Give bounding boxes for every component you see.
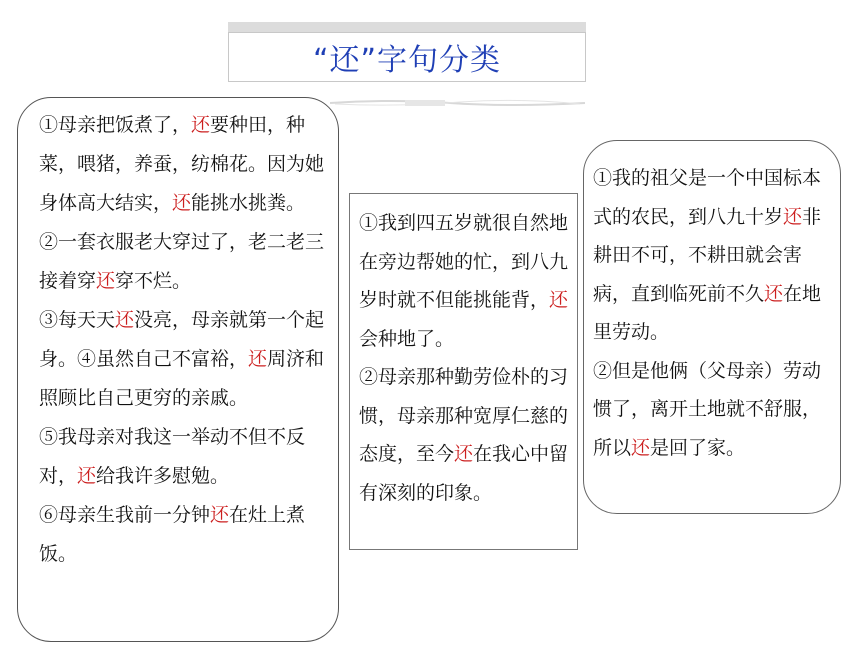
highlight-hai: 还 — [77, 465, 97, 487]
highlight-hai: 还 — [191, 114, 211, 136]
highlight-hai: 还 — [210, 504, 230, 526]
left-panel — [17, 97, 339, 642]
left-item-2: ②一套衣服老大穿过了，老二老三接着穿还穿不烂。 — [39, 231, 325, 292]
highlight-hai: 还 — [115, 309, 135, 331]
right-item-1: ①我的祖父是一个中国标本式的农民，到八九十岁还非耕田不可，不耕田就会害病，直到临死前不久还在地里劳动。 — [593, 167, 822, 343]
right-panel — [583, 140, 841, 514]
middle-item-1: ①我到四五岁就很自然地在旁边帮她的忙，到八九岁时就不但能挑能背，还会种地了。 — [359, 212, 569, 350]
highlight-hai: 还 — [631, 436, 651, 459]
middle-item-2: ②母亲那种勤劳俭朴的习惯，母亲那种宽厚仁慈的态度，至今还在我心中留有深刻的印象。 — [359, 366, 569, 504]
middle-panel — [349, 193, 578, 550]
left-item-5: ⑥母亲生我前一分钟还在灶上煮饭。 — [39, 504, 306, 565]
left-item-1: ①母亲把饭煮了，还要种田，种菜，喂猪，养蚕，纺棉花。因为她身体高大结实，还能挑水挑粪。 — [39, 114, 325, 214]
page-title: “还”字句分类 — [312, 43, 502, 78]
highlight-hai: 还 — [454, 443, 474, 465]
decorative-ornament — [330, 98, 585, 108]
highlight-hai: 还 — [783, 205, 803, 228]
left-item-4: ⑤我母亲对我这一举动不但不反对，还给我许多慰勉。 — [39, 426, 306, 487]
highlight-hai: 还 — [172, 192, 192, 214]
left-item-3: ③每天天还没亮，母亲就第一个起身。④虽然自己不富裕，还周济和照顾比自己更穷的亲戚。 — [39, 309, 325, 409]
highlight-hai: 还 — [248, 348, 268, 370]
highlight-hai: 还 — [549, 289, 569, 311]
right-item-2: ②但是他俩（父母亲）劳动惯了，离开土地就不舒服，所以还是回了家。 — [593, 359, 822, 459]
title-decor-band — [228, 22, 586, 32]
title-box — [228, 32, 586, 82]
highlight-hai: 还 — [764, 282, 784, 305]
highlight-hai: 还 — [96, 270, 116, 292]
